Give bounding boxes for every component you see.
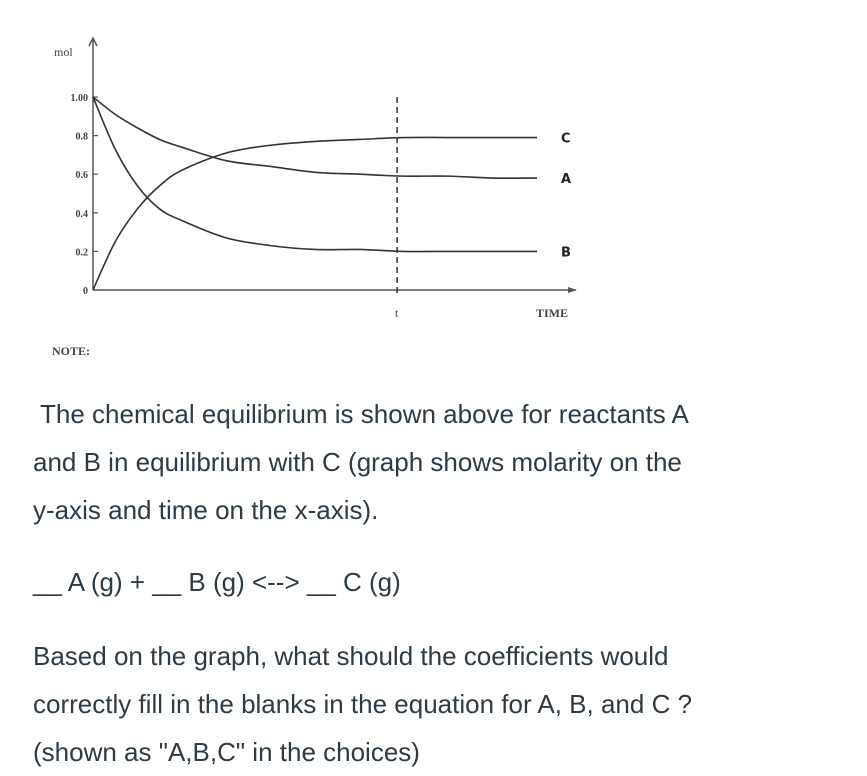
question-line-2: and B in equilibrium with C (graph shows molarity on the: [33, 447, 682, 477]
series-lines: [93, 97, 571, 290]
x-axis-arrow-icon: [568, 287, 577, 293]
y-tick-label: 0.8: [75, 131, 88, 143]
series-label-C: C: [561, 131, 571, 147]
x-axis-label: TIME: [536, 306, 569, 320]
prompt-line-1: Based on the graph, what should the coefficients would: [33, 641, 669, 671]
equilibrium-chart: [0, 0, 867, 370]
y-axis-label: mol: [54, 45, 73, 59]
question-prompt: [33, 632, 853, 776]
y-tick-label: 0.6: [75, 170, 88, 182]
y-ticks: [71, 93, 99, 297]
series-label-A: A: [561, 172, 572, 188]
question-line-1: The chemical equilibrium is shown above for reactants A: [40, 399, 689, 429]
chemical-equation: __ A (g) + __ B (g) <--> __ C (g): [33, 567, 401, 597]
chart-axes: [89, 38, 577, 296]
question-description: [33, 390, 853, 534]
y-tick-label: 0.2: [75, 247, 88, 259]
series-label-B: B: [561, 245, 571, 261]
prompt-line-2: correctly fill in the blanks in the equation for A, B, and C ?: [33, 689, 693, 719]
series-line-B: [93, 97, 537, 252]
y-tick-label: 0.4: [75, 208, 88, 220]
y-tick-label: 1.00: [70, 93, 88, 104]
marker-label: t: [395, 306, 399, 320]
note-label: NOTE:: [52, 344, 91, 358]
prompt-line-3: (shown as "A,B,C" in the choices): [33, 737, 420, 767]
question-line-3: y-axis and time on the x-axis).: [33, 495, 379, 525]
series-line-C: [93, 137, 537, 290]
y-tick-label: 0: [83, 286, 88, 297]
